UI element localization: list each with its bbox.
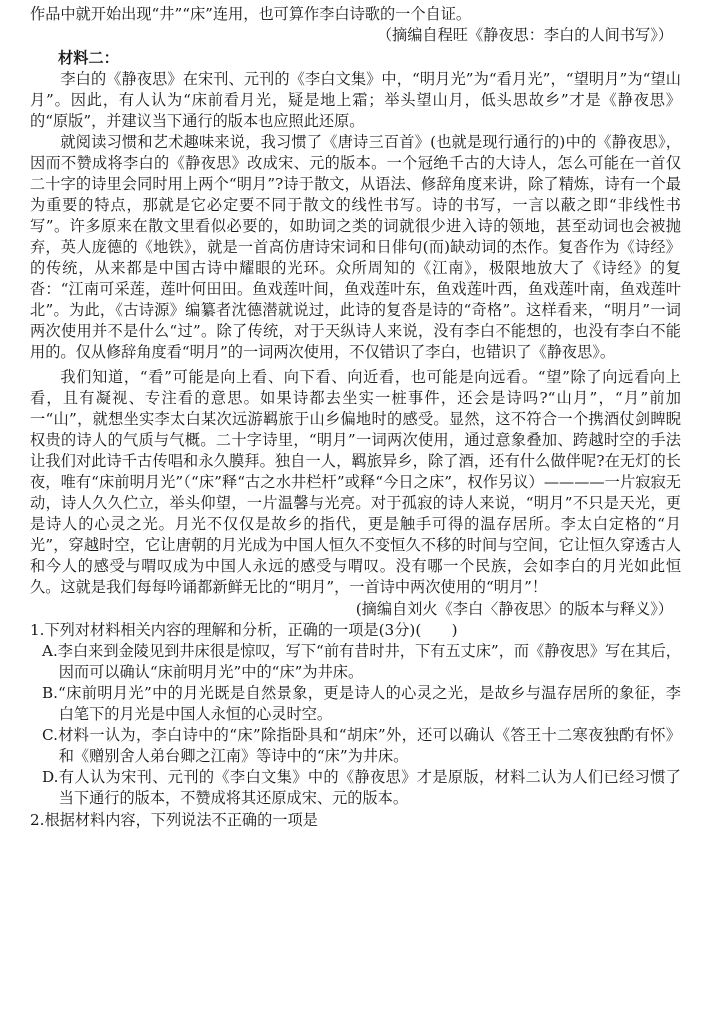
material-two-paragraph-2: 就阅读习惯和艺术趣味来说，我习惯了《唐诗三百首》(也就是现行通行的)中的《静夜思》，因而不赞成将李白的《静夜思》改成宋、元的版本。一个冠绝千古的大诗人，怎么可能在一首仅二十字的诗里会同时用上两个“明月”?诗于散文，从语法、修辞角度来讲，除了精炼，诗有一个最为重要的特点，那就是它必定要不同于散文的线性书写。诗的书写，一言以蔽之即“非线性书写”。许多原来在散文里看似必要的，如助词之类的词就很少进入诗的领地，甚至动词也会被抛弃，英人庞德的《地铁》，就是一首高仿唐诗宋词和日俳句(而)缺动词的杰作。复沓作为《诗经》的传统，从来都是中国古诗中耀眼的光环。众所周知的《江南》，极限地放大了《诗经》的复沓：“江南可采莲，莲叶何田田。鱼戏莲叶间，鱼戏莲叶东，鱼戏莲叶西，鱼戏莲叶南，鱼戏莲叶北”。为此，《古诗源》编纂者沈德潜就说过，此诗的复沓是诗的“奇格”。这样看来，“明月”一词两次使用并不是什么“过”。除了传统，对于天纵诗人来说，没有李白不能想的，也没有李白不能用的。仅从修辞角度看“明月”的一词两次使用，不仅错识了李白，也错识了《静夜思》。 [30, 133, 681, 361]
question-1-option-a[interactable]: A.李白来到金陵见到井床很是惊叹，写下“前有昔时井，下有五丈床”，而《静夜思》写在其后，因而可以确认“床前明月光”中的“床”为井床。 [42, 642, 681, 681]
question-1-options [30, 641, 681, 809]
question-1-stem: 1.下列对材料相关内容的理解和分析，正确的一项是(3分)( ) [30, 621, 458, 639]
question-1 [30, 620, 681, 809]
source-citation-2: (摘编自刘火《李白〈静夜思〉的版本与释义》） [355, 600, 673, 618]
material-two-heading: 材料二： [58, 49, 119, 67]
intro-tail-text: 作品中就开始出现“井”“床”连用，也可算作李白诗歌的一个自证。 [30, 5, 472, 23]
question-2-stem: 2.根据材料内容，下列说法不正确的一项是 [30, 811, 318, 829]
material-two-paragraph-3: 我们知道，“看”可能是向上看、向下看、向近看，也可能是向远看。“望”除了向远看向上看，且有凝视、专注看的意思。如果诗都去坐实一桩事件，还会是诗吗?“山月”，“月”前加一“山”，就想坐实李太白某次远游羁旅于山乡偏地时的感受。显然，这不符合一个携酒仗剑睥睨权贵的诗人的气质与气概。二十字诗里，“明月”一词两次使用，通过意象叠加、跨越时空的手法让我们对此诗千古传唱和永久膜拜。独自一人，羁旅异乡，除了酒，还有什么做伴呢?在无灯的长夜，唯有“床前明月光”（“床”释“古之水井栏杆”或释“今日之床”，权作另议）————一片寂寂无动，诗人久久伫立，举头仰望，一片温馨与光亮。对于孤寂的诗人来说，“明月”不只是天光，更是诗人的心灵之光。月光不仅仅是故乡的指代，更是触手可得的温存居所。李太白定格的“月光”，穿越时空，它让唐朝的月光成为中国人恒久不变恒久不移的时间与空间，它让恒久穿透古人和今人的感受与喟叹成为中国人永远的感受与喟叹。没有哪一个民族，会如李白的月光如此恒久。这就是我们每每吟诵都新鲜无比的“明月”，一首诗中两次使用的“明月”！ [30, 368, 681, 596]
question-1-option-c[interactable]: C.材料一认为，李白诗中的“床”除指卧具和“胡床”外，还可以确认《答王十二寒夜独酌有怀》和《赠别舍人弟台卿之江南》等诗中的“床”为井床。 [42, 726, 681, 765]
source-citation-1: （摘编自程旺《静夜思：李白的人间书写》） [376, 26, 673, 44]
question-1-option-d[interactable]: D.有人认为宋刊、元刊的《李白文集》中的《静夜思》才是原版，材料二认为人们已经习惯了当下通行的版本，不赞成将其还原成宋、元的版本。 [42, 768, 681, 807]
material-two-paragraph-1: 李白的《静夜思》在宋刊、元刊的《李白文集》中，“明月光”为“看月光”，“望明月”为“望山月”。因此，有人认为“床前看月光，疑是地上霜；举头望山月，低头思故乡”才是《静夜思》的“原版”，并建议当下通行的版本也应照此还原。 [30, 70, 681, 130]
question-1-option-b[interactable]: B.“床前明月光”中的月光既是自然景象，更是诗人的心灵之光，是故乡与温存居所的象征，李白笔下的月光是中国人永恒的心灵时空。 [42, 684, 681, 723]
